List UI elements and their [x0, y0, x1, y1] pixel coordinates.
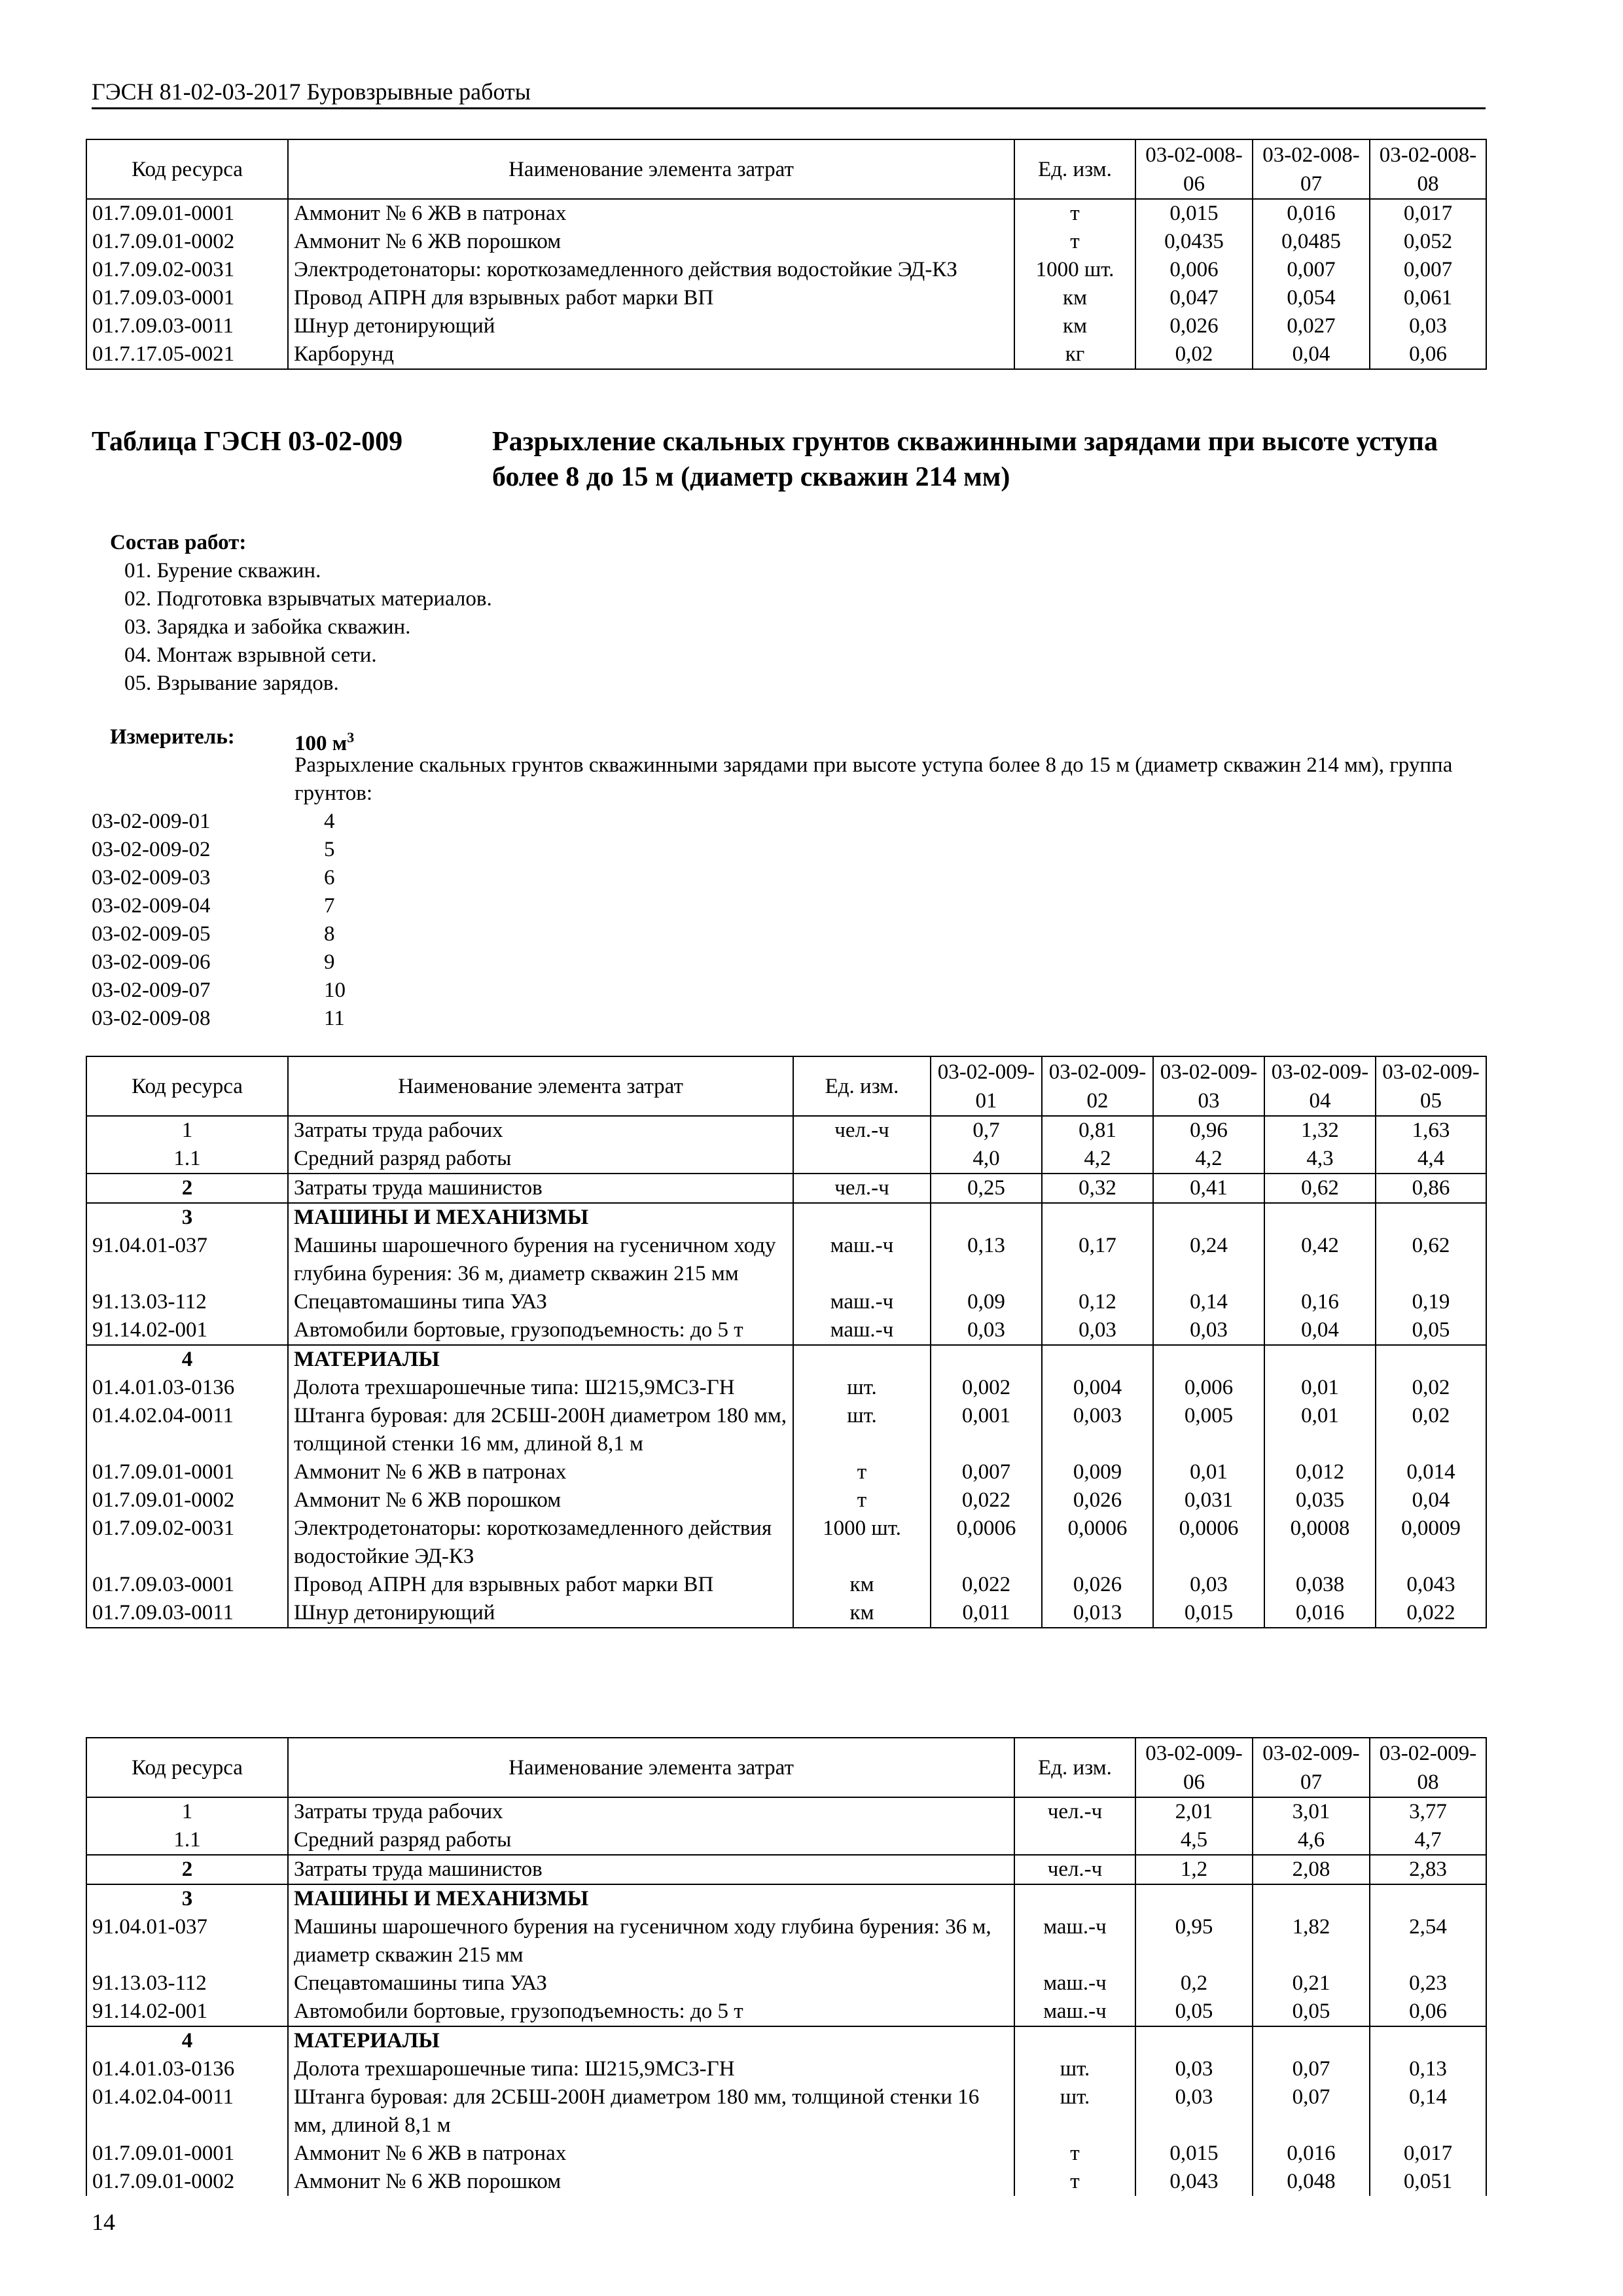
norm-value: 4,2	[1042, 1145, 1153, 1174]
cost-item-name: Затраты труда машинистов	[288, 1855, 1014, 1884]
norm-value: 0,017	[1370, 2140, 1486, 2168]
norm-value: 0,013	[1042, 1599, 1153, 1628]
unit-cell: чел.-ч	[1014, 1797, 1135, 1826]
norm-value: 0,03	[1153, 1571, 1264, 1599]
table-row	[86, 228, 1486, 256]
unit-cell: км	[793, 1571, 931, 1599]
norm-value: 0,054	[1253, 284, 1370, 312]
norm-value: 4,3	[1264, 1145, 1376, 1174]
cost-item-name: Машины шарошечного бурения на гусеничном ходу глубина бурения: 36 м, диаметр скважин 215 мм	[288, 1232, 793, 1288]
table-row	[86, 1571, 1486, 1599]
table-row	[86, 1174, 1486, 1203]
norm-value: 0,05	[1376, 1316, 1486, 1345]
table-row	[86, 2026, 1486, 2055]
resource-code: 01.7.09.03-0011	[86, 312, 288, 340]
cost-item-name: Штанга буровая: для 2СБШ-200Н диаметром 180 мм, толщиной стенки 16 мм, длиной 8,1 м	[288, 2083, 1014, 2140]
rock-group: 7	[324, 894, 335, 918]
table-row	[86, 1402, 1486, 1458]
table-row	[86, 1203, 1486, 1232]
table-row	[86, 284, 1486, 312]
norm-value: 0,03	[1135, 2055, 1253, 2083]
norm-value: 0,01	[1153, 1458, 1264, 1486]
table-row	[86, 1998, 1486, 2026]
cost-item-name: Провод АПРН для взрывных работ марки ВП	[288, 1571, 793, 1599]
table-row	[86, 1345, 1486, 1374]
resource-code: 01.4.02.04-0011	[86, 2083, 288, 2140]
resource-code: 01.7.09.03-0001	[86, 284, 288, 312]
table-row	[86, 1969, 1486, 1998]
table-row	[86, 256, 1486, 284]
norm-value: 0,052	[1370, 228, 1486, 256]
norm-value: 0,027	[1253, 312, 1370, 340]
norm-value: 0,0006	[931, 1515, 1042, 1571]
col-header-norm: 03-02-009-01	[931, 1056, 1042, 1116]
col-header-norm: 03-02-008-06	[1135, 139, 1253, 199]
unit-cell: маш.-ч	[1014, 1998, 1135, 2026]
norm-value: 0,035	[1264, 1486, 1376, 1515]
resource-code: 01.7.17.05-0021	[86, 340, 288, 369]
table-row	[86, 340, 1486, 369]
resource-code: 01.7.09.03-0011	[86, 1599, 288, 1628]
norm-value: 0,96	[1153, 1116, 1264, 1145]
resource-code: 3	[86, 1884, 288, 1913]
norm-value: 0,038	[1264, 1571, 1376, 1599]
unit-cell: маш.-ч	[1014, 1913, 1135, 1969]
norm-value: 0,03	[1042, 1316, 1153, 1345]
cost-item-name: Затраты труда рабочих	[288, 1116, 793, 1145]
table-03-02-009-part1	[86, 1056, 1487, 1628]
section-heading: МАТЕРИАЛЫ	[288, 2026, 1014, 2055]
resource-code: 1	[86, 1116, 288, 1145]
unit-cell	[1014, 1826, 1135, 1855]
resource-code: 01.7.09.01-0002	[86, 2168, 288, 2196]
norm-value: 0,13	[931, 1232, 1042, 1288]
unit-cell: шт.	[1014, 2083, 1135, 2140]
norm-value: 0,012	[1264, 1458, 1376, 1486]
cost-item-name: Средний разряд работы	[288, 1826, 1014, 1855]
resource-code: 4	[86, 1345, 288, 1374]
col-header-unit: Ед. изм.	[1014, 1738, 1135, 1797]
norm-value: 0,04	[1264, 1316, 1376, 1345]
unit-cell: чел.-ч	[793, 1116, 931, 1145]
cost-item-name: Машины шарошечного бурения на гусеничном ходу глубина бурения: 36 м, диаметр скважин 215 мм	[288, 1913, 1014, 1969]
resource-code: 91.13.03-112	[86, 1969, 288, 1998]
table-row	[86, 312, 1486, 340]
unit-cell: чел.-ч	[793, 1174, 931, 1203]
cost-item-name: Аммонит № 6 ЖВ порошком	[288, 228, 1014, 256]
norm-value: 0,0485	[1253, 228, 1370, 256]
unit-cell: маш.-ч	[793, 1288, 931, 1316]
norm-value: 0,061	[1370, 284, 1486, 312]
col-header-name: Наименование элемента затрат	[288, 1056, 793, 1116]
norm-value: 0,026	[1135, 312, 1253, 340]
resource-code: 91.14.02-001	[86, 1316, 288, 1345]
norm-value: 0,015	[1135, 199, 1253, 228]
norm-value: 0,19	[1376, 1288, 1486, 1316]
measure-label: Измеритель:	[110, 725, 235, 749]
norm-value: 0,42	[1264, 1232, 1376, 1288]
norm-value: 0,006	[1135, 256, 1253, 284]
norm-value: 0,009	[1042, 1458, 1153, 1486]
resource-code: 01.7.09.01-0001	[86, 2140, 288, 2168]
norm-value: 0,62	[1264, 1174, 1376, 1203]
col-header-code: Код ресурса	[86, 1738, 288, 1797]
norm-value: 4,2	[1153, 1145, 1264, 1174]
unit-cell: маш.-ч	[1014, 1969, 1135, 1998]
resource-code: 2	[86, 1855, 288, 1884]
table-03-02-009-part2	[86, 1737, 1487, 2196]
rock-group: 8	[324, 922, 335, 946]
resource-code: 91.13.03-112	[86, 1288, 288, 1316]
norm-value: 0,016	[1253, 199, 1370, 228]
unit-cell: маш.-ч	[793, 1232, 931, 1288]
norm-value: 0,06	[1370, 1998, 1486, 2026]
norm-value: 4,7	[1370, 1826, 1486, 1855]
rock-group: 5	[324, 838, 335, 861]
table-row	[86, 1599, 1486, 1628]
norm-value: 0,048	[1253, 2168, 1370, 2196]
norm-value: 0,16	[1264, 1288, 1376, 1316]
norm-value: 0,07	[1253, 2055, 1370, 2083]
col-header-name: Наименование элемента затрат	[288, 1738, 1014, 1797]
col-header-norm: 03-02-009-04	[1264, 1056, 1376, 1116]
norm-value: 0,86	[1376, 1174, 1486, 1203]
unit-cell: 1000 шт.	[793, 1515, 931, 1571]
table-row	[86, 1797, 1486, 1826]
norm-value: 0,004	[1042, 1374, 1153, 1402]
norm-value: 0,011	[931, 1599, 1042, 1628]
section-heading: МАШИНЫ И МЕХАНИЗМЫ	[288, 1884, 1014, 1913]
table-code-title: Таблица ГЭСН 03-02-009	[92, 427, 403, 457]
table-row	[86, 1288, 1486, 1316]
norm-value: 0,06	[1370, 340, 1486, 369]
unit-cell: 1000 шт.	[1014, 256, 1135, 284]
cost-item-name: Автомобили бортовые, грузоподъемность: до 5 т	[288, 1316, 793, 1345]
section-heading: МАТЕРИАЛЫ	[288, 1345, 793, 1374]
resource-code: 2	[86, 1174, 288, 1203]
cost-item-name: Аммонит № 6 ЖВ в патронах	[288, 1458, 793, 1486]
cost-item-name: Карборунд	[288, 340, 1014, 369]
norm-value: 0,02	[1376, 1374, 1486, 1402]
cost-item-name: Аммонит № 6 ЖВ порошком	[288, 2168, 1014, 2196]
norm-value: 0,24	[1153, 1232, 1264, 1288]
table-row	[86, 1486, 1486, 1515]
norm-value: 0,95	[1135, 1913, 1253, 1969]
cost-item-name: Аммонит № 6 ЖВ порошком	[288, 1486, 793, 1515]
norm-value: 0,016	[1253, 2140, 1370, 2168]
resource-code: 01.7.09.01-0002	[86, 1486, 288, 1515]
norm-value: 0,23	[1370, 1969, 1486, 1998]
norm-value: 0,005	[1153, 1402, 1264, 1458]
norm-value: 0,015	[1153, 1599, 1264, 1628]
norm-code: 03-02-009-05	[92, 922, 211, 946]
cost-item-name: Спецавтомашины типа УАЗ	[288, 1969, 1014, 1998]
resource-code: 01.4.01.03-0136	[86, 2055, 288, 2083]
unit-cell: км	[1014, 284, 1135, 312]
resource-code: 01.7.09.01-0001	[86, 1458, 288, 1486]
norm-value: 0,051	[1370, 2168, 1486, 2196]
norm-value: 0,014	[1376, 1458, 1486, 1486]
col-header-code: Код ресурса	[86, 1056, 288, 1116]
rock-group: 6	[324, 866, 335, 889]
norm-value: 0,01	[1264, 1374, 1376, 1402]
table-row	[86, 1145, 1486, 1174]
work-item: 03. Зарядка и забойка скважин.	[124, 615, 411, 639]
table-row	[86, 2140, 1486, 2168]
norm-value: 0,031	[1153, 1486, 1264, 1515]
norm-value: 0,25	[931, 1174, 1042, 1203]
norm-value: 0,01	[1264, 1402, 1376, 1458]
norm-value: 0,05	[1253, 1998, 1370, 2026]
norm-value: 4,5	[1135, 1826, 1253, 1855]
norm-value: 0,32	[1042, 1174, 1153, 1203]
unit-cell: чел.-ч	[1014, 1855, 1135, 1884]
cost-item-name: Электродетонаторы: короткозамедленного действия водостойкие ЭД-КЗ	[288, 256, 1014, 284]
col-header-name: Наименование элемента затрат	[288, 139, 1014, 199]
unit-cell: т	[1014, 2168, 1135, 2196]
norm-value: 0,02	[1376, 1402, 1486, 1458]
norm-value: 0,007	[931, 1458, 1042, 1486]
norm-value: 2,08	[1253, 1855, 1370, 1884]
norm-value: 0,62	[1376, 1232, 1486, 1288]
col-header-code: Код ресурса	[86, 139, 288, 199]
unit-cell: маш.-ч	[793, 1316, 931, 1345]
unit-cell: шт.	[793, 1402, 931, 1458]
table-row	[86, 1458, 1486, 1486]
table-row	[86, 2083, 1486, 2140]
table-row	[86, 1913, 1486, 1969]
norm-value: 0,2	[1135, 1969, 1253, 1998]
table-row	[86, 1515, 1486, 1571]
norm-value: 0,07	[1253, 2083, 1370, 2140]
col-header-norm: 03-02-009-02	[1042, 1056, 1153, 1116]
table-row	[86, 1374, 1486, 1402]
cost-item-name: Долота трехшарошечные типа: Ш215,9МС3-ГН	[288, 1374, 793, 1402]
norm-value: 1,82	[1253, 1913, 1370, 1969]
col-header-norm: 03-02-009-05	[1376, 1056, 1486, 1116]
norm-value: 0,03	[931, 1316, 1042, 1345]
unit-cell: км	[1014, 312, 1135, 340]
norm-value: 0,03	[1135, 2083, 1253, 2140]
norm-value: 0,7	[931, 1116, 1042, 1145]
work-item: 05. Взрывание зарядов.	[124, 672, 339, 695]
page-number: 14	[92, 2209, 115, 2235]
unit-cell	[793, 1145, 931, 1174]
norm-value: 0,17	[1042, 1232, 1153, 1288]
norm-code: 03-02-009-06	[92, 950, 211, 974]
norm-value: 0,026	[1042, 1486, 1153, 1515]
rock-group: 11	[324, 1007, 345, 1030]
table-row	[86, 2055, 1486, 2083]
resource-code: 1.1	[86, 1145, 288, 1174]
measure-unit-base: 100 м	[294, 732, 348, 755]
norm-value: 0,41	[1153, 1174, 1264, 1203]
unit-cell: т	[1014, 199, 1135, 228]
resource-code: 1	[86, 1797, 288, 1826]
cost-item-name: Спецавтомашины типа УАЗ	[288, 1288, 793, 1316]
norm-value: 0,81	[1042, 1116, 1153, 1145]
cost-item-name: Затраты труда рабочих	[288, 1797, 1014, 1826]
rock-group: 10	[324, 978, 346, 1002]
norm-value: 0,016	[1264, 1599, 1376, 1628]
table-row	[86, 1116, 1486, 1145]
norm-value: 0,017	[1370, 199, 1486, 228]
table-03-02-008-continued	[86, 139, 1487, 370]
cost-item-name: Долота трехшарошечные типа: Ш215,9МС3-ГН	[288, 2055, 1014, 2083]
norm-value: 0,0006	[1153, 1515, 1264, 1571]
table-row	[86, 2168, 1486, 2196]
resource-code: 01.7.09.01-0001	[86, 199, 288, 228]
unit-cell: т	[1014, 228, 1135, 256]
norm-value: 1,63	[1376, 1116, 1486, 1145]
norm-code: 03-02-009-03	[92, 866, 211, 889]
col-header-norm: 03-02-008-07	[1253, 139, 1370, 199]
cost-item-name: Затраты труда машинистов	[288, 1174, 793, 1203]
table-title: Разрыхление скальных грунтов скважинными зарядами при высоте уступа более 8 до 15 м (диаметр скважин 214 мм)	[492, 427, 1438, 492]
norm-value: 0,0008	[1264, 1515, 1376, 1571]
cost-item-name: Средний разряд работы	[288, 1145, 793, 1174]
norm-value: 0,04	[1253, 340, 1370, 369]
work-item: 01. Бурение скважин.	[124, 559, 321, 583]
resource-code: 01.7.09.01-0002	[86, 228, 288, 256]
col-header-norm: 03-02-008-08	[1370, 139, 1486, 199]
unit-cell: т	[1014, 2140, 1135, 2168]
col-header-norm: 03-02-009-07	[1253, 1738, 1370, 1797]
norm-value: 0,0006	[1042, 1515, 1153, 1571]
col-header-norm: 03-02-009-03	[1153, 1056, 1264, 1116]
cost-item-name: Шнур детонирующий	[288, 312, 1014, 340]
norm-value: 0,022	[931, 1571, 1042, 1599]
resource-code: 3	[86, 1203, 288, 1232]
unit-cell: т	[793, 1458, 931, 1486]
resource-code: 1.1	[86, 1826, 288, 1855]
work-item: 02. Подготовка взрывчатых материалов.	[124, 587, 492, 611]
resource-code: 01.7.09.02-0031	[86, 1515, 288, 1571]
resource-code: 91.04.01-037	[86, 1232, 288, 1288]
col-header-norm: 03-02-009-06	[1135, 1738, 1253, 1797]
norm-value: 0,006	[1153, 1374, 1264, 1402]
norm-value: 0,043	[1376, 1571, 1486, 1599]
col-header-norm: 03-02-009-08	[1370, 1738, 1486, 1797]
resource-code: 01.4.02.04-0011	[86, 1402, 288, 1458]
norm-value: 0,043	[1135, 2168, 1253, 2196]
table-row	[86, 1232, 1486, 1288]
norm-value: 0,03	[1370, 312, 1486, 340]
col-header-unit: Ед. изм.	[1014, 139, 1135, 199]
section-heading: МАШИНЫ И МЕХАНИЗМЫ	[288, 1203, 793, 1232]
cost-item-name: Автомобили бортовые, грузоподъемность: до 5 т	[288, 1998, 1014, 2026]
cost-item-name: Аммонит № 6 ЖВ в патронах	[288, 2140, 1014, 2168]
table-row	[86, 1884, 1486, 1913]
cost-item-name: Электродетонаторы: короткозамедленного действия водостойкие ЭД-КЗ	[288, 1515, 793, 1571]
page-header: ГЭСН 81-02-03-2017 Буровзрывные работы	[92, 77, 1486, 109]
norm-value: 0,001	[931, 1402, 1042, 1458]
col-header-unit: Ед. изм.	[793, 1056, 931, 1116]
table-row	[86, 1316, 1486, 1345]
norm-value: 0,21	[1253, 1969, 1370, 1998]
norm-value: 1,2	[1135, 1855, 1253, 1884]
cost-item-name: Провод АПРН для взрывных работ марки ВП	[288, 284, 1014, 312]
norm-code: 03-02-009-02	[92, 838, 211, 861]
norm-code: 03-02-009-08	[92, 1007, 211, 1030]
norm-value: 4,6	[1253, 1826, 1370, 1855]
norm-value: 0,09	[931, 1288, 1042, 1316]
norm-value: 0,05	[1135, 1998, 1253, 2026]
norm-value: 1,32	[1264, 1116, 1376, 1145]
norm-code: 03-02-009-01	[92, 810, 211, 833]
norm-value: 0,022	[931, 1486, 1042, 1515]
norm-value: 2,83	[1370, 1855, 1486, 1884]
norm-value: 3,77	[1370, 1797, 1486, 1826]
cost-item-name: Аммонит № 6 ЖВ в патронах	[288, 199, 1014, 228]
norm-value: 0,13	[1370, 2055, 1486, 2083]
table-row	[86, 199, 1486, 228]
table-row	[86, 1826, 1486, 1855]
norm-code: 03-02-009-07	[92, 978, 211, 1002]
norm-value: 4,4	[1376, 1145, 1486, 1174]
measure-description: Разрыхление скальных грунтов скважинными зарядами при высоте уступа более 8 до 15 м (диаметр скважин 214 мм), группа грунтов:	[294, 753, 1453, 805]
norm-value: 0,0009	[1376, 1515, 1486, 1571]
unit-cell: шт.	[793, 1374, 931, 1402]
resource-code: 01.7.09.02-0031	[86, 256, 288, 284]
norm-value: 0,007	[1370, 256, 1486, 284]
resource-code: 91.04.01-037	[86, 1913, 288, 1969]
norm-value: 0,0435	[1135, 228, 1253, 256]
norm-value: 0,14	[1370, 2083, 1486, 2140]
norm-value: 3,01	[1253, 1797, 1370, 1826]
norm-value: 0,14	[1153, 1288, 1264, 1316]
norm-value: 0,12	[1042, 1288, 1153, 1316]
work-item: 04. Монтаж взрывной сети.	[124, 643, 377, 667]
norm-value: 0,047	[1135, 284, 1253, 312]
norm-value: 0,026	[1042, 1571, 1153, 1599]
norm-value: 0,02	[1135, 340, 1253, 369]
norm-value: 0,007	[1253, 256, 1370, 284]
cost-item-name: Шнур детонирующий	[288, 1599, 793, 1628]
cost-item-name: Штанга буровая: для 2СБШ-200Н диаметром 180 мм, толщиной стенки 16 мм, длиной 8,1 м	[288, 1402, 793, 1458]
norm-value: 2,54	[1370, 1913, 1486, 1969]
norm-value: 0,022	[1376, 1599, 1486, 1628]
unit-cell: км	[793, 1599, 931, 1628]
rock-group: 9	[324, 950, 335, 974]
resource-code: 4	[86, 2026, 288, 2055]
norm-value: 2,01	[1135, 1797, 1253, 1826]
norm-value: 0,015	[1135, 2140, 1253, 2168]
work-composition-heading: Состав работ:	[110, 531, 247, 554]
norm-code: 03-02-009-04	[92, 894, 211, 918]
measure-unit-exponent: 3	[347, 729, 355, 745]
table-row	[86, 1855, 1486, 1884]
norm-value: 0,03	[1153, 1316, 1264, 1345]
unit-cell: кг	[1014, 340, 1135, 369]
unit-cell: шт.	[1014, 2055, 1135, 2083]
norm-value: 0,04	[1376, 1486, 1486, 1515]
norm-value: 0,003	[1042, 1402, 1153, 1458]
norm-value: 0,002	[931, 1374, 1042, 1402]
norm-value: 4,0	[931, 1145, 1042, 1174]
resource-code: 01.7.09.03-0001	[86, 1571, 288, 1599]
rock-group: 4	[324, 810, 335, 833]
resource-code: 01.4.01.03-0136	[86, 1374, 288, 1402]
resource-code: 91.14.02-001	[86, 1998, 288, 2026]
unit-cell: т	[793, 1486, 931, 1515]
